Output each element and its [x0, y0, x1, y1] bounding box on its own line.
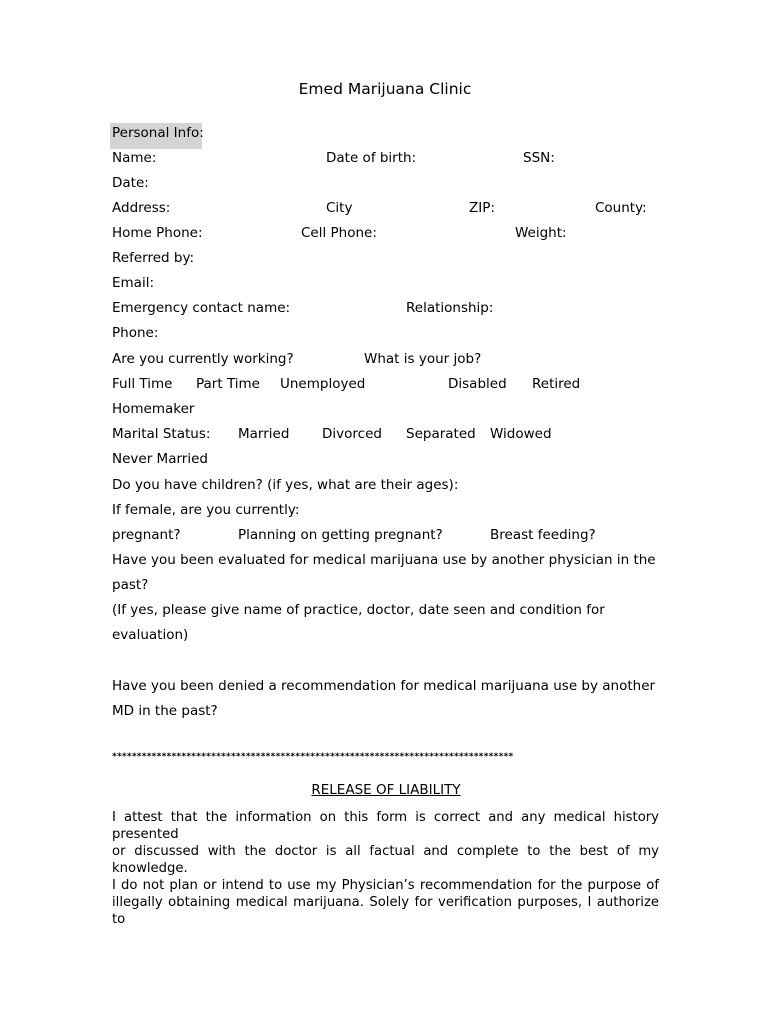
city-label: City: [326, 200, 353, 216]
relationship-label: Relationship:: [406, 300, 494, 316]
clinic-title: Emed Marijuana Clinic: [298, 80, 472, 98]
ssn-label: SSN:: [523, 150, 555, 166]
separator-line: *********************************************************************************: [112, 752, 514, 762]
female-question: If female, are you currently:: [112, 502, 300, 518]
address-label: Address:: [112, 200, 171, 216]
denied-question-line1: Have you been denied a recommendation for medical marijuana use by another: [112, 678, 656, 694]
marital-option-widowed: Widowed: [490, 426, 552, 442]
name-label: Name:: [112, 150, 157, 166]
evaluated-question-line1: Have you been evaluated for medical marijuana use by another physician in the: [112, 552, 656, 568]
home-phone-label: Home Phone:: [112, 225, 203, 241]
work-option-part-time: Part Time: [196, 376, 260, 392]
release-paragraph: [112, 809, 659, 928]
emergency-contact-label: Emergency contact name:: [112, 300, 291, 316]
children-question: Do you have children? (if yes, what are their ages):: [112, 477, 459, 493]
referred-by-label: Referred by:: [112, 250, 194, 266]
release-heading-text: RELEASE OF LIABILITY: [311, 782, 461, 798]
cell-phone-label: Cell Phone:: [301, 225, 377, 241]
work-option-unemployed: Unemployed: [280, 376, 366, 392]
marital-option-divorced: Divorced: [322, 426, 382, 442]
pregnant-option: pregnant?: [112, 527, 181, 543]
email-label: Email:: [112, 275, 155, 291]
marital-option-separated: Separated: [406, 426, 476, 442]
work-option-disabled: Disabled: [448, 376, 507, 392]
personal-info-section-header: [110, 123, 202, 149]
marital-status-label: Marital Status:: [112, 426, 211, 442]
date-label: Date:: [112, 175, 149, 191]
release-line: illegally obtaining medical marijuana. Solely for verification purposes, I authorize to: [112, 895, 659, 927]
if-yes-instructions-line2: evaluation): [112, 627, 189, 643]
work-option-full-time: Full Time: [112, 376, 173, 392]
work-option-homemaker: Homemaker: [112, 401, 195, 417]
evaluated-question-line2: past?: [112, 577, 149, 593]
zip-label: ZIP:: [469, 200, 495, 216]
breast-feeding-option: Breast feeding?: [490, 527, 596, 543]
release-line: I do not plan or intend to use my Physician’s recommendation for the purpose of: [112, 878, 659, 893]
release-line: or discussed with the doctor is all factual and complete to the best of my knowledge.: [112, 844, 659, 876]
working-question: Are you currently working?: [112, 351, 294, 367]
weight-label: Weight:: [515, 225, 567, 241]
denied-question-line2: MD in the past?: [112, 703, 218, 719]
marital-option-married: Married: [238, 426, 290, 442]
marital-option-never-married: Never Married: [112, 451, 208, 467]
dob-label: Date of birth:: [326, 150, 417, 166]
county-label: County:: [595, 200, 647, 216]
if-yes-instructions-line1: (If yes, please give name of practice, doctor, date seen and condition for: [112, 602, 605, 618]
phone-label: Phone:: [112, 325, 159, 341]
planning-pregnancy-option: Planning on getting pregnant?: [238, 527, 443, 543]
release-of-liability-heading: [0, 781, 770, 799]
release-line: I attest that the information on this form is correct and any medical history presented: [112, 810, 659, 842]
personal-info-label: Personal Info:: [112, 125, 204, 141]
job-question: What is your job?: [364, 351, 482, 367]
work-option-retired: Retired: [532, 376, 581, 392]
